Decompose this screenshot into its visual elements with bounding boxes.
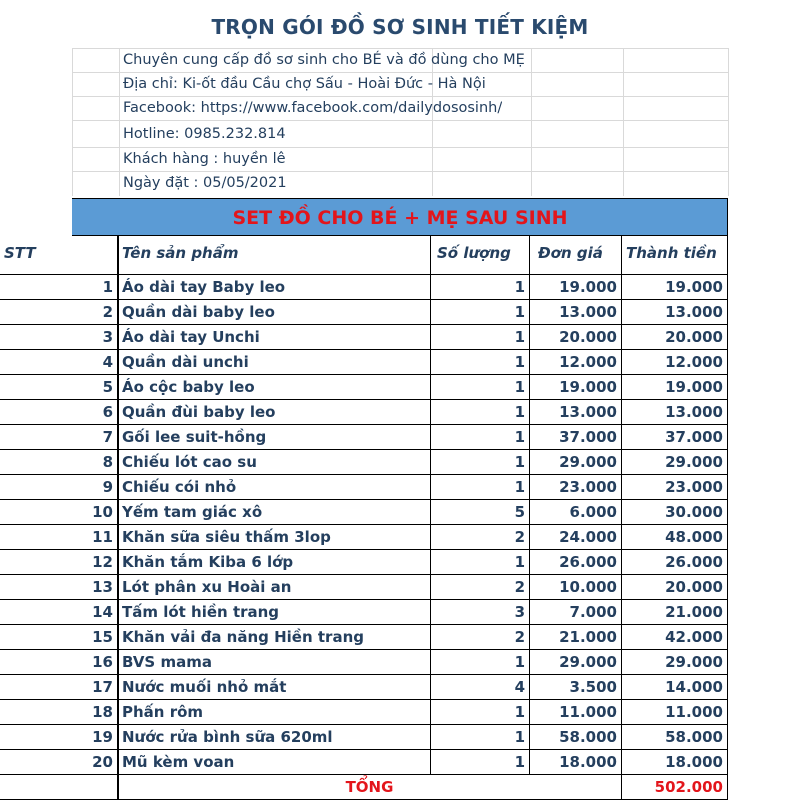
cell-quantity: 1 — [431, 550, 530, 575]
cell-unit-price: 11.000 — [530, 700, 622, 725]
cell-quantity: 1 — [431, 700, 530, 725]
cell-unit-price: 10.000 — [530, 575, 622, 600]
table-row — [72, 500, 728, 525]
cell-quantity: 3 — [431, 600, 530, 625]
table-row — [72, 300, 728, 325]
cell-amount: 12.000 — [622, 350, 728, 375]
col-header-product: Tên sản phẩm — [118, 236, 431, 274]
cell-stt: 4 — [0, 350, 118, 375]
cell-quantity: 2 — [431, 525, 530, 550]
table-row — [72, 350, 728, 375]
table-row — [72, 425, 728, 450]
total-row — [72, 775, 728, 800]
cell-amount: 42.000 — [622, 625, 728, 650]
cell-stt: 17 — [0, 675, 118, 700]
cell-product: Quần dài baby leo — [118, 300, 431, 325]
cell-unit-price: 3.500 — [530, 675, 622, 700]
cell-unit-price: 19.000 — [530, 375, 622, 400]
table-row — [72, 675, 728, 700]
cell-amount: 21.000 — [622, 600, 728, 625]
cell-quantity: 2 — [431, 575, 530, 600]
cell-product: Khăn tắm Kiba 6 lớp — [118, 550, 431, 575]
cell-stt: 8 — [0, 450, 118, 475]
cell-stt: 15 — [0, 625, 118, 650]
cell-unit-price: 21.000 — [530, 625, 622, 650]
cell-product: Chiếu cói nhỏ — [118, 475, 431, 500]
cell-amount: 13.000 — [622, 400, 728, 425]
cell-unit-price: 19.000 — [530, 275, 622, 300]
cell-product: Chiếu lót cao su — [118, 450, 431, 475]
info-order-date: Ngày đặt : 05/05/2021 — [123, 175, 287, 191]
info-tagline: Chuyên cung cấp đồ sơ sinh cho BÉ và đồ dùng cho MẸ — [123, 52, 525, 68]
table-row — [72, 575, 728, 600]
cell-product: Áo cộc baby leo — [118, 375, 431, 400]
cell-unit-price: 23.000 — [530, 475, 622, 500]
set-banner — [72, 198, 728, 236]
table-row — [72, 400, 728, 425]
cell-amount: 11.000 — [622, 700, 728, 725]
cell-quantity: 1 — [431, 275, 530, 300]
table-row — [72, 525, 728, 550]
info-hotline: Hotline: 0985.232.814 — [123, 126, 286, 142]
info-facebook: Facebook: https://www.facebook.com/dailydososinh/ — [123, 100, 503, 116]
cell-amount: 48.000 — [622, 525, 728, 550]
cell-quantity: 1 — [431, 325, 530, 350]
cell-unit-price: 13.000 — [530, 400, 622, 425]
cell-unit-price: 6.000 — [530, 500, 622, 525]
cell-product: Mũ kèm voan — [118, 750, 431, 775]
table-row — [72, 475, 728, 500]
cell-product: Khăn vải đa năng Hiền trang — [118, 625, 431, 650]
cell-stt: 2 — [0, 300, 118, 325]
cell-amount: 26.000 — [622, 550, 728, 575]
total-label: TỔNG — [118, 775, 622, 800]
cell-stt: 9 — [0, 475, 118, 500]
cell-stt: 13 — [0, 575, 118, 600]
cell-product: Phấn rôm — [118, 700, 431, 725]
col-header-unit-price: Đơn giá — [530, 236, 622, 274]
cell-amount: 30.000 — [622, 500, 728, 525]
cell-stt: 12 — [0, 550, 118, 575]
cell-quantity: 1 — [431, 450, 530, 475]
cell-unit-price: 26.000 — [530, 550, 622, 575]
info-customer: Khách hàng : huyền lê — [123, 151, 286, 167]
cell-quantity: 1 — [431, 400, 530, 425]
cell-amount: 18.000 — [622, 750, 728, 775]
cell-amount: 20.000 — [622, 575, 728, 600]
cell-product: Tấm lót hiền trang — [118, 600, 431, 625]
col-header-amount: Thành tiền — [622, 236, 728, 274]
cell-stt: 3 — [0, 325, 118, 350]
cell-product: Áo dài tay Baby leo — [118, 275, 431, 300]
cell-product: Lót phân xu Hoài an — [118, 575, 431, 600]
cell-amount: 19.000 — [622, 375, 728, 400]
cell-stt: 11 — [0, 525, 118, 550]
page-title: TRỌN GÓI ĐỒ SƠ SINH TIẾT KIỆM — [211, 15, 589, 39]
table-row — [72, 275, 728, 300]
cell-stt: 18 — [0, 700, 118, 725]
cell-unit-price: 12.000 — [530, 350, 622, 375]
total-value: 502.000 — [622, 775, 728, 800]
col-header-stt: STT — [0, 236, 118, 274]
table-row — [72, 375, 728, 400]
cell-unit-price: 29.000 — [530, 450, 622, 475]
cell-unit-price: 37.000 — [530, 425, 622, 450]
table-row — [72, 600, 728, 625]
cell-amount: 29.000 — [622, 450, 728, 475]
table-row — [72, 725, 728, 750]
cell-stt: 5 — [0, 375, 118, 400]
info-address: Địa chỉ: Ki-ốt đầu Cầu chợ Sấu - Hoài Đức - Hà Nội — [123, 76, 486, 92]
cell-product: Khăn sữa siêu thấm 3lop — [118, 525, 431, 550]
cell-quantity: 5 — [431, 500, 530, 525]
table-row — [72, 700, 728, 725]
cell-quantity: 1 — [431, 475, 530, 500]
title-row — [72, 4, 728, 50]
cell-stt: 19 — [0, 725, 118, 750]
cell-stt: 14 — [0, 600, 118, 625]
cell-product: Nước muối nhỏ mắt — [118, 675, 431, 700]
cell-amount: 20.000 — [622, 325, 728, 350]
cell-stt: 7 — [0, 425, 118, 450]
cell-unit-price: 18.000 — [530, 750, 622, 775]
table-row — [72, 625, 728, 650]
cell-stt: 16 — [0, 650, 118, 675]
cell-unit-price: 13.000 — [530, 300, 622, 325]
cell-unit-price: 58.000 — [530, 725, 622, 750]
cell-amount: 13.000 — [622, 300, 728, 325]
table-row — [72, 450, 728, 475]
cell-product: Yếm tam giác xô — [118, 500, 431, 525]
cell-unit-price: 24.000 — [530, 525, 622, 550]
cell-quantity: 1 — [431, 750, 530, 775]
table-row — [72, 650, 728, 675]
table-header — [4, 236, 728, 274]
cell-product: Quần dài unchi — [118, 350, 431, 375]
cell-unit-price: 7.000 — [530, 600, 622, 625]
table-row — [72, 750, 728, 775]
cell-amount: 29.000 — [622, 650, 728, 675]
cell-product: BVS mama — [118, 650, 431, 675]
cell-product: Nước rửa bình sữa 620ml — [118, 725, 431, 750]
cell-unit-price: 20.000 — [530, 325, 622, 350]
cell-unit-price: 29.000 — [530, 650, 622, 675]
cell-product: Gối lee suit-hồng — [118, 425, 431, 450]
cell-quantity: 4 — [431, 675, 530, 700]
cell-amount: 14.000 — [622, 675, 728, 700]
cell-quantity: 2 — [431, 625, 530, 650]
cell-quantity: 1 — [431, 725, 530, 750]
cell-stt: 10 — [0, 500, 118, 525]
cell-amount: 19.000 — [622, 275, 728, 300]
table-row — [72, 325, 728, 350]
cell-quantity: 1 — [431, 650, 530, 675]
table-row — [72, 550, 728, 575]
cell-amount: 37.000 — [622, 425, 728, 450]
cell-stt: 6 — [0, 400, 118, 425]
cell-amount: 58.000 — [622, 725, 728, 750]
cell-quantity: 1 — [431, 300, 530, 325]
cell-stt: 1 — [0, 275, 118, 300]
set-banner-text: SET ĐỒ CHO BÉ + MẸ SAU SINH — [232, 207, 568, 229]
col-header-quantity: Số lượng — [431, 236, 530, 274]
shop-info — [72, 48, 728, 196]
cell-quantity: 1 — [431, 425, 530, 450]
cell-quantity: 1 — [431, 375, 530, 400]
cell-quantity: 1 — [431, 350, 530, 375]
cell-product: Áo dài tay Unchi — [118, 325, 431, 350]
cell-amount: 23.000 — [622, 475, 728, 500]
cell-product: Quần đùi baby leo — [118, 400, 431, 425]
cell-stt: 20 — [0, 750, 118, 775]
